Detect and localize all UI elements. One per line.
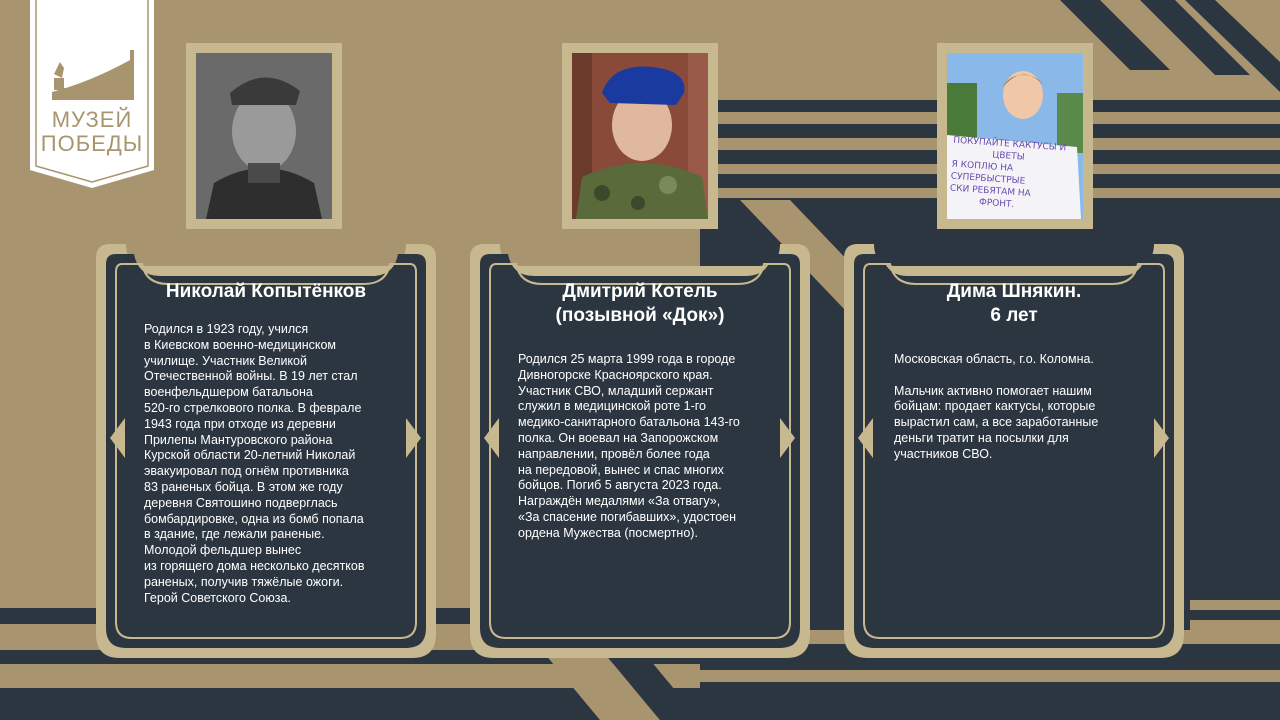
protest-sign: ПОКУПАЙТЕ КАКТУСЫ И ЦВЕТЫ Я КОПЛЮ НА СУПЕРБЫСТРЫЕ СКИ РЕБЯТАМ НА ФРОНТ. [949, 135, 1067, 211]
portrait-photo-kopytenkov [196, 53, 332, 219]
hero-card-shnyakin [838, 214, 1190, 664]
logo-text-line2: ПОБЕДЫ [40, 131, 144, 156]
card-name-line2: (позывной «Док») [555, 305, 725, 326]
photo-frame [937, 43, 1093, 229]
portrait-photo-shnyakin [947, 53, 1083, 219]
card-name: Николай Копытёнков [165, 281, 367, 302]
logo-text-line1: МУЗЕЙ [51, 107, 133, 132]
card-bio: Родился в 1923 году, учился в Киевском военно-медицинском училище. Участник Великой Отечественной войны. В 19 лет стал военфельдшером батальона 520-го стрелкового полка. В феврале 1943 года при отходе из деревни Прилепы Мантуровского района Курской области 20-летний Николай эвакуировал под огнём противника 83 раненых бойца. В этом же году деревня Святошино подверглась бомбардировке, одна из бомб попала в здание, где лежали раненые. Молодой фельдшер вынес из горящего дома несколько десятков раненых, получив тяжёлые ожоги. Герой Советского Союза. [144, 322, 365, 605]
photo-frame [562, 43, 718, 229]
prev-arrow-button[interactable] [484, 418, 499, 458]
museum-logo[interactable] [30, 0, 154, 188]
hero-card-kopytenkov [90, 214, 442, 664]
card-bio: Родился 25 марта 1999 года в городе Дивногорске Красноярского края. Участник СВО, младший сержант служил в медицинской роте 1-го медико-санитарного батальона 143-го полка. Он воевал на Запорожском направлении, провёл более года на передовой, вынес и спас многих бойцов. Погиб 5 августа 2023 года. Награждён медалями «За отвагу», «За спасение погибавших», удостоен ордена Мужества (посмертно). [518, 352, 740, 540]
monument-icon [30, 0, 154, 110]
next-arrow-button[interactable] [406, 418, 421, 458]
card-name-line1: Дима Шнякин. [946, 281, 1082, 302]
portrait-photo-kotel [572, 53, 708, 219]
card-name-line2: 6 лет [990, 305, 1038, 326]
prev-arrow-button[interactable] [110, 418, 125, 458]
card-name-line1: Дмитрий Котель [562, 281, 718, 302]
next-arrow-button[interactable] [780, 418, 795, 458]
next-arrow-button[interactable] [1154, 418, 1169, 458]
card-bio: Московская область, г.о. Коломна. Мальчик активно помогает нашим бойцам: продает кактусы, которые вырастил сам, а все заработанные деньги тратит на посылки для участников СВО. [894, 352, 1099, 461]
prev-arrow-button[interactable] [858, 418, 873, 458]
photo-frame [186, 43, 342, 229]
hero-card-kotel [464, 214, 816, 664]
